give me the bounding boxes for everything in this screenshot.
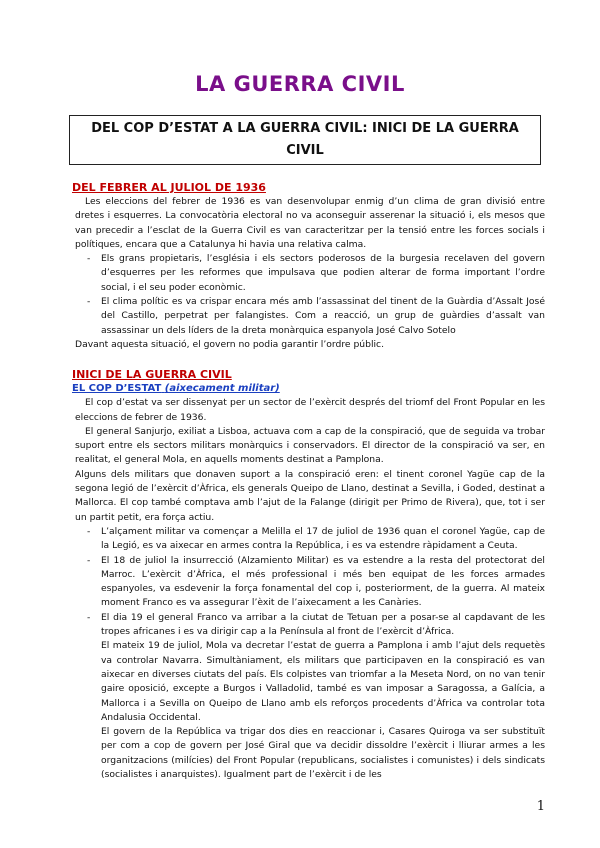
bullet-item: - El clima polític es va crispar encara més amb l’assassinat del tinent de la Guàrdia d’Assalt José del Castillo, perpetrat per falangistes. Com a reacció, un grup de guàrdies d’assalt van assassinar un dels líders de la dreta monàrquica espanyola José Calvo Sotelo <box>75 295 545 338</box>
subsection-heading <box>72 382 545 396</box>
bullet-list <box>75 525 545 639</box>
bullet-item: - Els grans propietaris, l’església i els sectors poderosos de la burgesia recelaven del govern d’esquerres per les reformes que impulsava que podien alterar de forma important l’ordre social, i el seu poder econòmic. <box>75 252 545 295</box>
bullet-list <box>75 252 545 338</box>
paragraph: El mateix 19 de juliol, Mola va decretar l’estat de guerra a Pamplona i amb l’ajut dels requetès va controlar Navarra. Simultàniament, els militars que participaven en la conspiració es van aixecar en diverses ciutats del país. Els colpistes van triomfar a la Meseta Nord, on no van tenir gaire oposició, excepte a Burgos i Valladolid, també es van imposar a Saragossa, a Galícia, a Mallorca i a Sevilla on Queipo de Llano amb els reforços procedents d’Àfrica va controlar tota Andalusia Occidental. <box>101 640 545 723</box>
paragraph: Davant aquesta situació, el govern no podia garantir l’ordre públic. <box>75 338 385 350</box>
document-body <box>72 180 545 782</box>
section-heading: INICI DE LA GUERRA CIVIL <box>72 368 232 382</box>
subsection-heading-note: (aixecament militar) <box>164 383 280 395</box>
page-number: 1 <box>536 799 545 814</box>
paragraph: Alguns dels militars que donaven suport a la conspiració eren: el tinent coronel Yagüe cap de la segona legió de l’exèrcit d’Àfrica, els generals Queipo de Llano, destinat a Sevilla, i Goded, destinat a Mallorca. El cop també comptava amb l’ajut de la Falange (dirigit per Primo de Rivera), que, tot i ser un partit petit, era força actiu. <box>75 468 545 523</box>
paragraph: Les eleccions del febrer de 1936 es van desenvolupar enmig d’un clima de gran divisió entre dretes i esquerres. La convocatòria electoral no va aconseguir asserenar la situació i, els mesos que van precedir a l’esclat de la Guerra Civil es van caracteritzar per la tensió entre les forces socials i polítiques, encara que a Catalunya hi havia una relativa calma. <box>75 196 545 250</box>
paragraph: El govern de la República va trigar dos dies en reaccionar i, Casares Quiroga va ser substituït per com a cop de govern per José Giral que va decidir dissoldre l’exèrcit i lliurar armes a les organitzacions (milícies) del Front Popular (republicans, socialistes i comunistes) i dels sindicats (socialistes i anarquistes). Igualment part de l’exèrcit i de les <box>101 726 545 780</box>
paragraph: El cop d’estat va ser dissenyat per un sector de l’exèrcit després del triomf del Front Popular en les eleccions de febrer de 1936. <box>75 397 545 423</box>
paragraph: El general Sanjurjo, exiliat a Lisboa, actuava com a cap de la conspiració, que de seguida va trobar suport entre els sectors militars monàrquics i conservadors. El director de la conspiració va ser, en realitat, el general Mola, en aquells moments destinat a Pamplona. <box>75 425 545 466</box>
section-heading: DEL FEBRER AL JULIOL DE 1936 <box>72 181 266 194</box>
document-title: LA GUERRA CIVIL <box>195 72 405 96</box>
boxed-heading: DEL COP D’ESTAT A LA GUERRA CIVIL: INICI DE LA GUERRA CIVIL <box>69 115 541 165</box>
bullet-item: - El dia 19 el general Franco va arribar a la ciutat de Tetuan per a posar-se al capdavant de les tropes africanes i es va dirigir cap a la Península al front de l’exèrcit d’Àfrica. <box>75 611 545 640</box>
subsection-heading-text: EL COP D’ESTAT <box>72 383 162 395</box>
bullet-item: - El 18 de juliol la insurrecció (Alzamiento Militar) es va estendre a la resta del protectorat del Marroc. L’exèrcit d’Àfrica, el més professional i més ben equipat de les forces armades espanyoles, va esdevenir la força fonamental del cop i, posteriorment, de la guerra. Al mateix moment Franco es va assegurar l’èxit de l’aixecament a les Canàries. <box>75 554 545 611</box>
bullet-item: - L’alçament militar va començar a Melilla el 17 de juliol de 1936 quan el coronel Yagüe, cap de la Legió, es va aixecar en armes contra la República, i es va estendre ràpidament a Ceuta. <box>75 525 545 554</box>
